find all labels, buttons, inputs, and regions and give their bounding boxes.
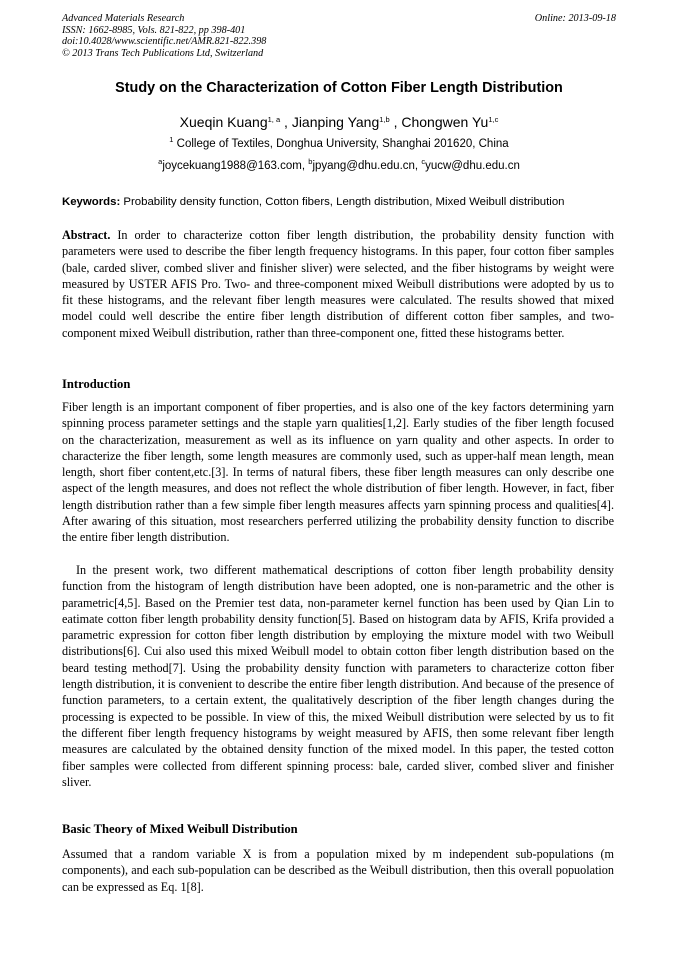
- journal-name: Advanced Materials Research: [62, 13, 185, 24]
- affiliation-superscript: 1: [169, 135, 174, 144]
- introduction-heading: Introduction: [62, 377, 131, 391]
- keywords-line: [62, 196, 565, 208]
- doi-line: doi:10.4028/www.scientific.net/AMR.821-822.398: [62, 36, 267, 47]
- author-superscript: 1, a: [267, 115, 281, 124]
- email-superscript: c: [421, 157, 426, 166]
- author-superscript: 1,c: [488, 115, 499, 124]
- author-list: [0, 114, 678, 130]
- author-name: Xueqin Kuang: [179, 114, 268, 130]
- email-superscript: a: [158, 157, 163, 166]
- author-separator: ,: [280, 114, 292, 130]
- author-name: Jianping Yang: [291, 114, 380, 130]
- abstract-paragraph: [62, 227, 614, 341]
- author-emails: [0, 157, 678, 172]
- abstract-text: In order to characterize cotton fiber length distribution, the probability density function with parameters were used to describe the fiber length frequency histograms. In this paper, four cotton fiber samples (bale, carded sliver, combed sliver and finisher sliver) were selected, and the fiber histograms by weight were measured by USTER AFIS Pro. Two- and three-component mixed Weibull distributions were adopted by us to fit these histograms, and the relevant fiber length measures were calculated. The results showed that mixed model could well describe the entire fiber length distribution of different cotton fiber samples, and two-component mixed Weibull distribution, rather than three-component one, fitted these histograms better.: [62, 228, 615, 340]
- affiliation: [0, 135, 678, 150]
- basic-theory-heading: Basic Theory of Mixed Weibull Distribution: [62, 822, 298, 836]
- email-address: joycekuang1988@163.com,: [162, 160, 306, 172]
- paper-title: Study on the Characterization of Cotton Fiber Length Distribution: [115, 80, 563, 96]
- email-superscript: b: [308, 157, 313, 166]
- email-address: jpyang@dhu.edu.cn,: [312, 160, 419, 172]
- issn-line: ISSN: 1662-8985, Vols. 821-822, pp 398-401: [62, 24, 246, 36]
- journal-metadata: [62, 13, 266, 59]
- author-name: Chongwen Yu: [401, 114, 489, 130]
- introduction-paragraph-2: In the present work, two different mathematical descriptions of cotton fiber length probability density function from the histogram of length distribution have been adopted, one is non-parametric and the other is parametric[4,5]. Based on the Premier test data, non-parameter kernel function has been used by Qian Lin to eatimate cotton fiber length probability density function[5]. Based on histogram data by AFIS, Krifa provided a parametric expression for cotton fiber length distribution by employing the mixture model with two Weibull distributions[6]. Cui also used this mixed Weibull model to obtain cotton fiber length distribution based on the beard testing method[7]. Using the probability density function with parameters to characterize cotton fiber length distribution, it is convenient to describe the entire fiber length distribution. And because of the presence of function parameters, to a certain extent, the qualitatively description of the fiber length changes during the processing is expected to be possible. In view of this, the mixed Weibull distribution were selected by us to fit the different fiber length frequency histograms by weight measured by AFIS, then some relevant fiber length measures are calculated by the obtained density function of the mixed model. In this paper, the tested cotton fiber samples were collected from different spinning process: bale, carded sliver, combed sliver and finisher sliver.: [62, 563, 615, 789]
- keywords-text: Probability density function, Cotton fibers, Length distribution, Mixed Weibull distribution: [123, 196, 565, 208]
- keywords-label: Keywords:: [62, 196, 121, 208]
- introduction-paragraph-1: Fiber length is an important component of fiber properties, and is also one of the key factors determining yarn spinning process parameter settings and the staple yarn qualities[1,2]. Early studies of the fiber length focused on the characterization, measurement as well as its influence on yarn quality and other aspects. In order to characterize the fiber length, some length measures are commonly used, such as upper-half mean length, mean length, short fiber content,etc.[3]. In terms of natural fibers, these fiber length measures can only describe one aspect of the length measures, and does not reflect the whole distribution of fiber length. However, in fact, fiber length distribution rather than a few simple fiber length measures affects yarn spinning process and qualities[4]. After awaring of this situation, most researchers perferred utilizing the probability density function to discribe the entire fiber length distribution.: [62, 400, 614, 545]
- affiliation-text: College of Textiles, Donghua University, Shanghai 201620, China: [176, 138, 509, 150]
- author-superscript: 1,b: [379, 115, 390, 124]
- abstract-label: Abstract.: [62, 228, 111, 242]
- copyright-line: © 2013 Trans Tech Publications Ltd, Switzerland: [62, 47, 264, 59]
- basic-theory-paragraph: Assumed that a random variable X is from a population mixed by m independent sub-populations (m components), and each sub-population can be described as the Weibull distribution, then this overall popuolation can be expressed as Eq. 1[8].: [62, 847, 614, 894]
- author-separator: ,: [389, 114, 402, 130]
- online-date: Online: 2013-09-18: [534, 13, 616, 24]
- email-address: yucw@dhu.edu.cn: [425, 160, 520, 172]
